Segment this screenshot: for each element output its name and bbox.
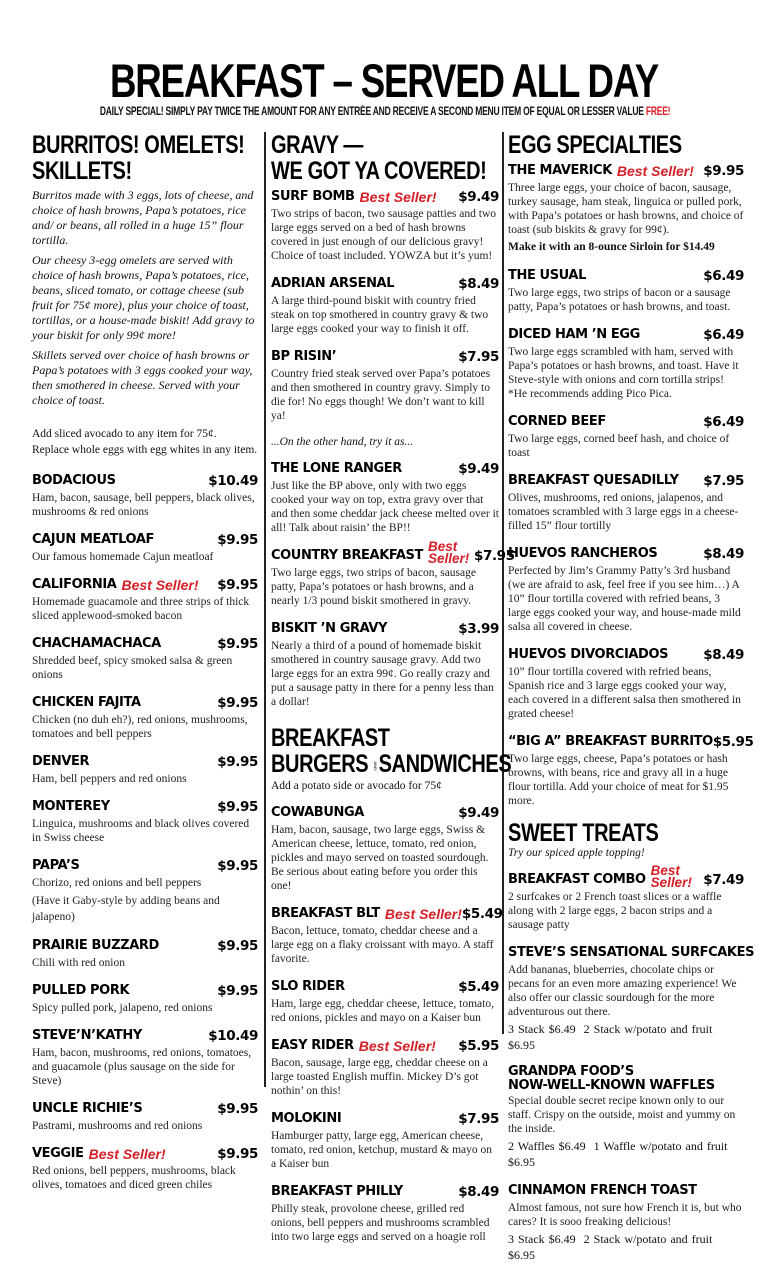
item-name: MONTEREY — [32, 799, 110, 814]
menu-item — [32, 1027, 258, 1088]
menu-item — [508, 326, 744, 401]
item-name: VEGGIE — [32, 1146, 84, 1161]
price-options — [508, 1138, 744, 1170]
item-price: $5.95 — [712, 734, 754, 750]
item-description: 2 surfcakes or 2 French toast slices or a waffle along with 2 large eggs, 2 bacon strips and a sausage patty — [508, 891, 722, 931]
item-name: “BIG A” BREAKFAST BURRITO — [508, 734, 713, 749]
item-price: $9.95 — [217, 858, 258, 874]
column-divider-2 — [502, 132, 504, 1034]
price-option: 1 Waffle w/potato and fruit $6.95 — [508, 1139, 728, 1169]
daily-special-banner — [99, 106, 671, 119]
item-description: Ham, large egg, cheddar cheese, lettuce, tomato, red onions, pickles and mayo on a Kaiser bun — [271, 998, 494, 1024]
item-description: Chorizo, red onions and bell peppers — [32, 877, 202, 889]
item-description: Nearly a third of a pound of homemade biskit smothered in country sausage gravy. Add two large eggs for an extra 99¢. Go really crazy and put a sausage patty in there for a penny less than a dollar! — [271, 640, 494, 708]
item-name: MOLOKINI — [271, 1111, 342, 1126]
item-price: $9.95 — [217, 577, 258, 593]
free-label: FREE! — [645, 106, 671, 118]
item-description: Three large eggs, your choice of bacon, sausage, turkey sausage, ham steak, linguica or pulled pork, with Papa’s potatoes or hash browns, and choice of toast (sub biskits & gravy for 99¢). — [508, 182, 744, 236]
item-description: Ham, bacon, mushrooms, red onions, tomatoes, and guacamole (plus sausage on the side for Steve) — [32, 1047, 252, 1087]
section-intro: Burritos made with 3 eggs, lots of cheese, and choice of hash browns, Papa’s potatoes, rice and/ or beans, all rolled in a huge 15” flour tortilla. — [32, 188, 254, 247]
menu-item — [32, 531, 258, 564]
egg-specialties-and-sweet-treats-column — [508, 131, 755, 1275]
section-aside: ...On the other hand, try it as... — [271, 436, 414, 448]
item-name: HUEVOS RANCHEROS — [508, 546, 658, 561]
menu-item — [32, 982, 258, 1015]
menu-item — [508, 472, 744, 533]
section-title-burgers: BREAKFAST BURGERS ANDSANDWICHES — [271, 724, 512, 778]
price-option: 2 Stack w/potato and fruit $6.95 — [508, 1022, 713, 1052]
item-price: $6.49 — [703, 268, 744, 284]
item-name: THE LONE RANGER — [271, 461, 402, 476]
item-name: GRANDPA FOOD’S NOW-WELL-KNOWN WAFFLES — [508, 1064, 715, 1093]
item-price: $9.95 — [217, 938, 258, 954]
item-description: Country fried steak served over Papa’s potatoes and then smothered in country gravy. Simply to die for! No eggs though! We don’t want to kill ya! — [271, 368, 491, 422]
column-divider-1 — [264, 132, 266, 1087]
item-name: BODACIOUS — [32, 473, 116, 488]
burritos-omelets-skillets-section — [32, 132, 258, 1204]
section-intro: Our cheesy 3-egg omelets are served with choice of hash browns, Papa’s potatoes, rice, beans, sliced tomato, or cottage cheese (sub fruit for 75¢ more), plus your choice of toast, tortillas, or a house-made biskit! Add gravy to your biskit for only 99¢ more! — [32, 253, 255, 342]
section-title: BURRITOS! OMELETS! SKILLETS! — [32, 131, 245, 185]
item-name: THE USUAL — [508, 268, 586, 283]
menu-item — [271, 1037, 499, 1098]
item-price: $5.49 — [458, 979, 499, 995]
item-price: $9.95 — [217, 983, 258, 999]
best-seller-badge: Best Seller! — [650, 863, 692, 890]
menu-item — [508, 944, 755, 1053]
item-description: 10” flour tortilla covered with refried beans, Spanish rice and 3 large eggs cooked your way, each covered in a different salsa then smothered in grated cheese! — [508, 666, 741, 720]
item-name: BREAKFAST BLT — [271, 906, 380, 921]
item-price: $6.49 — [703, 414, 744, 430]
item-name: STEVE’N’KATHY — [32, 1028, 142, 1043]
price-option: 3 Stack $6.49 — [508, 1022, 576, 1036]
price-option: 3 Stack $6.49 — [508, 1232, 576, 1246]
item-price: $8.49 — [458, 276, 499, 292]
item-price: $7.95 — [458, 349, 499, 365]
menu-item — [508, 267, 744, 314]
gravy-and-burgers-column — [271, 131, 515, 1256]
price-options — [508, 1021, 744, 1053]
menu-item — [271, 978, 499, 1025]
menu-item — [32, 857, 258, 925]
menu-item — [32, 753, 258, 786]
menu-item — [271, 275, 499, 336]
item-name: CHACHAMACHACA — [32, 636, 161, 651]
section-title-sweet-treats: SWEET TREATS — [508, 819, 659, 847]
menu-item — [508, 733, 754, 808]
item-name: CALIFORNIA — [32, 577, 117, 592]
item-description: Two large eggs, two strips of bacon or a sausage patty, Papa’s potatoes or hash browns, and toast. — [508, 287, 731, 313]
item-description: Philly steak, provolone cheese, grilled red onions, bell peppers and mushrooms scrambled into two large eggs and served on a hoagie roll — [271, 1203, 490, 1243]
item-description: A large third-pound biskit with country fried steak on top smothered in country gravy & two large eggs cooked your way to finish it off. — [271, 295, 489, 335]
daily-special-text: DAILY SPECIAL! SIMPLY PAY TWICE THE AMOUNT FOR ANY ENTRÉE AND RECEIVE A SECOND MENU ITEM OF EQUAL OR LESSER VALUE — [99, 106, 646, 118]
menu-header — [0, 54, 768, 119]
item-price: $6.49 — [703, 327, 744, 343]
item-description: Two large eggs, corned beef hash, and choice of toast — [508, 433, 730, 459]
price-options — [508, 1231, 744, 1263]
item-price: $7.95 — [473, 548, 515, 564]
price-option: 2 Waffles $6.49 — [508, 1139, 586, 1153]
and-glyph: AND — [372, 760, 378, 771]
best-seller-badge: Best Seller! — [616, 163, 694, 179]
menu-item — [271, 804, 499, 893]
item-price: $7.95 — [703, 473, 744, 489]
item-price: $9.49 — [458, 189, 499, 205]
menu-item — [32, 937, 258, 970]
item-name: EASY RIDER — [271, 1038, 354, 1053]
item-description: Add bananas, blueberries, chocolate chips or pecans for an even more amazing experience! We also offer our classic sourdough for the more adventurous out there. — [508, 964, 737, 1018]
menu-item — [271, 188, 499, 263]
menu-item — [32, 472, 258, 519]
item-price: $9.95 — [217, 1101, 258, 1117]
item-description: Red onions, bell peppers, mushrooms, black olives, tomatoes and diced green chiles — [32, 1165, 236, 1191]
item-description: Chili with red onion — [32, 957, 125, 969]
menu-item — [508, 1065, 744, 1170]
item-price: $7.49 — [703, 872, 744, 888]
item-name: PAPA’S — [32, 858, 80, 873]
item-name: HUEVOS DIVORCIADOS — [508, 647, 669, 662]
item-description: Perfected by Jim’s Grammy Patty’s 3rd husband (we are afraid to ask, feel free if you see him…) A 10” flour tortilla covered with refried beans, 3 large eggs cooked your way, and house-made mild salsa all covered in cheese. — [508, 565, 741, 633]
best-seller-badge: Best Seller! — [88, 1146, 166, 1162]
item-name: CINNAMON FRENCH TOAST — [508, 1183, 697, 1198]
price-option: 2 Stack w/potato and fruit $6.95 — [508, 1232, 713, 1262]
menu-item — [508, 413, 744, 460]
item-price: $10.49 — [208, 473, 258, 489]
item-name: PULLED PORK — [32, 983, 130, 998]
item-price: $9.95 — [217, 695, 258, 711]
item-price: $10.49 — [208, 1028, 258, 1044]
menu-item — [508, 863, 744, 932]
item-description: Ham, bell peppers and red onions — [32, 773, 187, 785]
best-seller-badge: Best Seller! — [384, 906, 462, 922]
item-description: Almost famous, not sure how French it is, but who cares? It is sooo freaking delicious! — [508, 1202, 742, 1228]
item-description: Shredded beef, spicy smoked salsa & green onions — [32, 655, 233, 681]
item-name: DENVER — [32, 754, 90, 769]
item-name: STEVE’S SENSATIONAL SURFCAKES — [508, 945, 755, 960]
menu-item — [271, 1110, 499, 1171]
item-description: Pastrami, mushrooms and red onions — [32, 1120, 203, 1132]
item-name: CHICKEN FAJITA — [32, 695, 141, 710]
item-description: Ham, bacon, sausage, bell peppers, black olives, mushrooms & red onions — [32, 492, 255, 518]
menu-item — [271, 460, 499, 535]
section-title-eggs: EGG SPECIALTIES — [508, 131, 682, 159]
item-name: ADRIAN ARSENAL — [271, 276, 395, 291]
item-description: Linguica, mushrooms and black olives covered in Swiss cheese — [32, 818, 250, 844]
item-description: Bacon, sausage, large egg, cheddar cheese on a large toasted English muffin. Mickey D’s got nothin’ on this! — [271, 1057, 488, 1097]
item-price: $8.49 — [703, 546, 744, 562]
item-description: Two large eggs, cheese, Papa’s potatoes or hash browns, with beans, rice and gravy all in a huge flour tortilla. Add your choice of meat for $1.95 more. — [508, 753, 729, 807]
section-note: Replace whole eggs with egg whites in any item. — [32, 444, 258, 456]
menu-item — [508, 162, 744, 255]
item-name: UNCLE RICHIE’S — [32, 1101, 143, 1116]
item-description: Bacon, lettuce, tomato, cheddar cheese and a large egg on a flaky croissant with mayo. A staff favorite. — [271, 925, 494, 965]
menu-item — [32, 1100, 258, 1133]
item-description: Two large eggs scrambled with ham, served with Papa’s potatoes or hash browns, and toast. Have it Steve-style with onions and corn tortilla strips! *He recommends adding Pico Pica. — [508, 346, 739, 400]
item-price: $9.49 — [458, 805, 499, 821]
menu-item — [32, 576, 258, 623]
item-description: Our famous homemade Cajun meatloaf — [32, 551, 214, 563]
item-price: $9.95 — [217, 1146, 258, 1162]
item-price: $8.49 — [458, 1184, 499, 1200]
best-seller-badge: Best Seller! — [358, 1038, 436, 1054]
menu-item — [508, 545, 744, 634]
item-description: Two large eggs, two strips of bacon, sausage patty, Papa’s potatoes or hash browns, and a nearly 1/3 pound biskit smothered in gravy. — [271, 567, 476, 607]
page-title: BREAKFAST – SERVED ALL DAY — [109, 54, 659, 107]
menu-item — [271, 620, 499, 709]
section-subtitle: Try our spiced apple topping! — [508, 847, 645, 859]
item-price: $7.95 — [458, 1111, 499, 1127]
item-price: $5.49 — [461, 906, 503, 922]
item-description: Chicken (no duh eh?), red onions, mushrooms, tomatoes and bell peppers — [32, 714, 248, 740]
menu-item — [32, 694, 258, 741]
menu-item — [508, 1182, 744, 1263]
item-name: SURF BOMB — [271, 189, 355, 204]
item-name: BREAKFAST COMBO — [508, 872, 646, 887]
item-price: $9.95 — [217, 754, 258, 770]
item-name: BREAKFAST PHILLY — [271, 1184, 403, 1199]
item-description: Ham, bacon, sausage, two large eggs, Swiss & American cheese, lettuce, tomato, red onion, pickles and mayo served on toasted sourdough. Be serious about eating before you order this one! — [271, 824, 489, 892]
menu-item — [32, 1145, 258, 1192]
item-name: CAJUN MEATLOAF — [32, 532, 155, 547]
item-note: (Have it Gaby-style by adding beans and jalapeno) — [32, 895, 220, 923]
item-description: Spicy pulled pork, jalapeno, red onions — [32, 1002, 213, 1014]
item-name: BISKIT ’N GRAVY — [271, 621, 388, 636]
section-subtitle: Add a potato side or avocado for 75¢ — [271, 780, 442, 792]
item-description: Just like the BP above, only with two eggs cooked your way on top, extra gravy over that and then some cheddar jack cheese melted over it all! Talk about raisin’ the BP!! — [271, 480, 499, 534]
item-description: Two strips of bacon, two sausage patties and two large eggs served on a bed of hash browns covered in just enough of our delicious gravy! Choice of toast included. YOWZA but it’s yum! — [271, 208, 496, 262]
menu-item — [271, 905, 503, 966]
item-price: $9.49 — [458, 461, 499, 477]
item-description: Homemade guacamole and three strips of thick sliced applewood-smoked bacon — [32, 596, 250, 622]
item-price: $9.95 — [217, 799, 258, 815]
item-price: $3.99 — [458, 621, 499, 637]
menu-item — [271, 539, 515, 608]
item-price: $9.95 — [217, 532, 258, 548]
item-name: THE MAVERICK — [508, 163, 612, 178]
section-title-gravy: GRAVY — WE GOT YA COVERED! — [271, 131, 487, 185]
section-intro: Skillets served over choice of hash browns or Papa’s potatoes with 3 eggs cooked your way, then smothered in cheese. Served with your choice of toast. — [32, 348, 253, 407]
menu-item — [271, 1183, 499, 1244]
item-name: CORNED BEEF — [508, 414, 606, 429]
menu-item — [508, 646, 744, 721]
menu-item — [271, 348, 499, 423]
item-price: $5.95 — [458, 1038, 499, 1054]
item-price: $9.95 — [217, 636, 258, 652]
item-description: Special double secret recipe known only to our staff. Crispy on the outside, moist and yummy on the inside. — [508, 1095, 736, 1135]
section-note: Add sliced avocado to any item for 75¢. — [32, 428, 217, 440]
item-price: $8.49 — [703, 647, 744, 663]
item-price: $9.95 — [703, 163, 744, 179]
item-name: COUNTRY BREAKFAST — [271, 548, 423, 563]
item-name: COWABUNGA — [271, 805, 364, 820]
item-description: Olives, mushrooms, red onions, jalapenos, and tomatoes scrambled with 3 large eggs in a cheese-filled 15” flour tortilly — [508, 492, 739, 532]
menu-item — [32, 798, 258, 845]
best-seller-badge: Best Seller! — [121, 577, 199, 593]
item-name: BP RISIN’ — [271, 349, 337, 364]
item-upgrade-note: Make it with an 8-ounce Sirloin for $14.49 — [508, 241, 715, 253]
menu-item — [32, 635, 258, 682]
item-name: BREAKFAST QUESADILLY — [508, 473, 679, 488]
item-name: PRAIRIE BUZZARD — [32, 938, 159, 953]
best-seller-badge: Best Seller! — [427, 539, 470, 566]
item-name: DICED HAM ’N EGG — [508, 327, 640, 342]
item-description: Hamburger patty, large egg, American cheese, tomato, red onion, ketchup, mustard & mayo on a Kaiser bun — [271, 1130, 493, 1170]
item-name: SLO RIDER — [271, 979, 345, 994]
best-seller-badge: Best Seller! — [359, 189, 437, 205]
